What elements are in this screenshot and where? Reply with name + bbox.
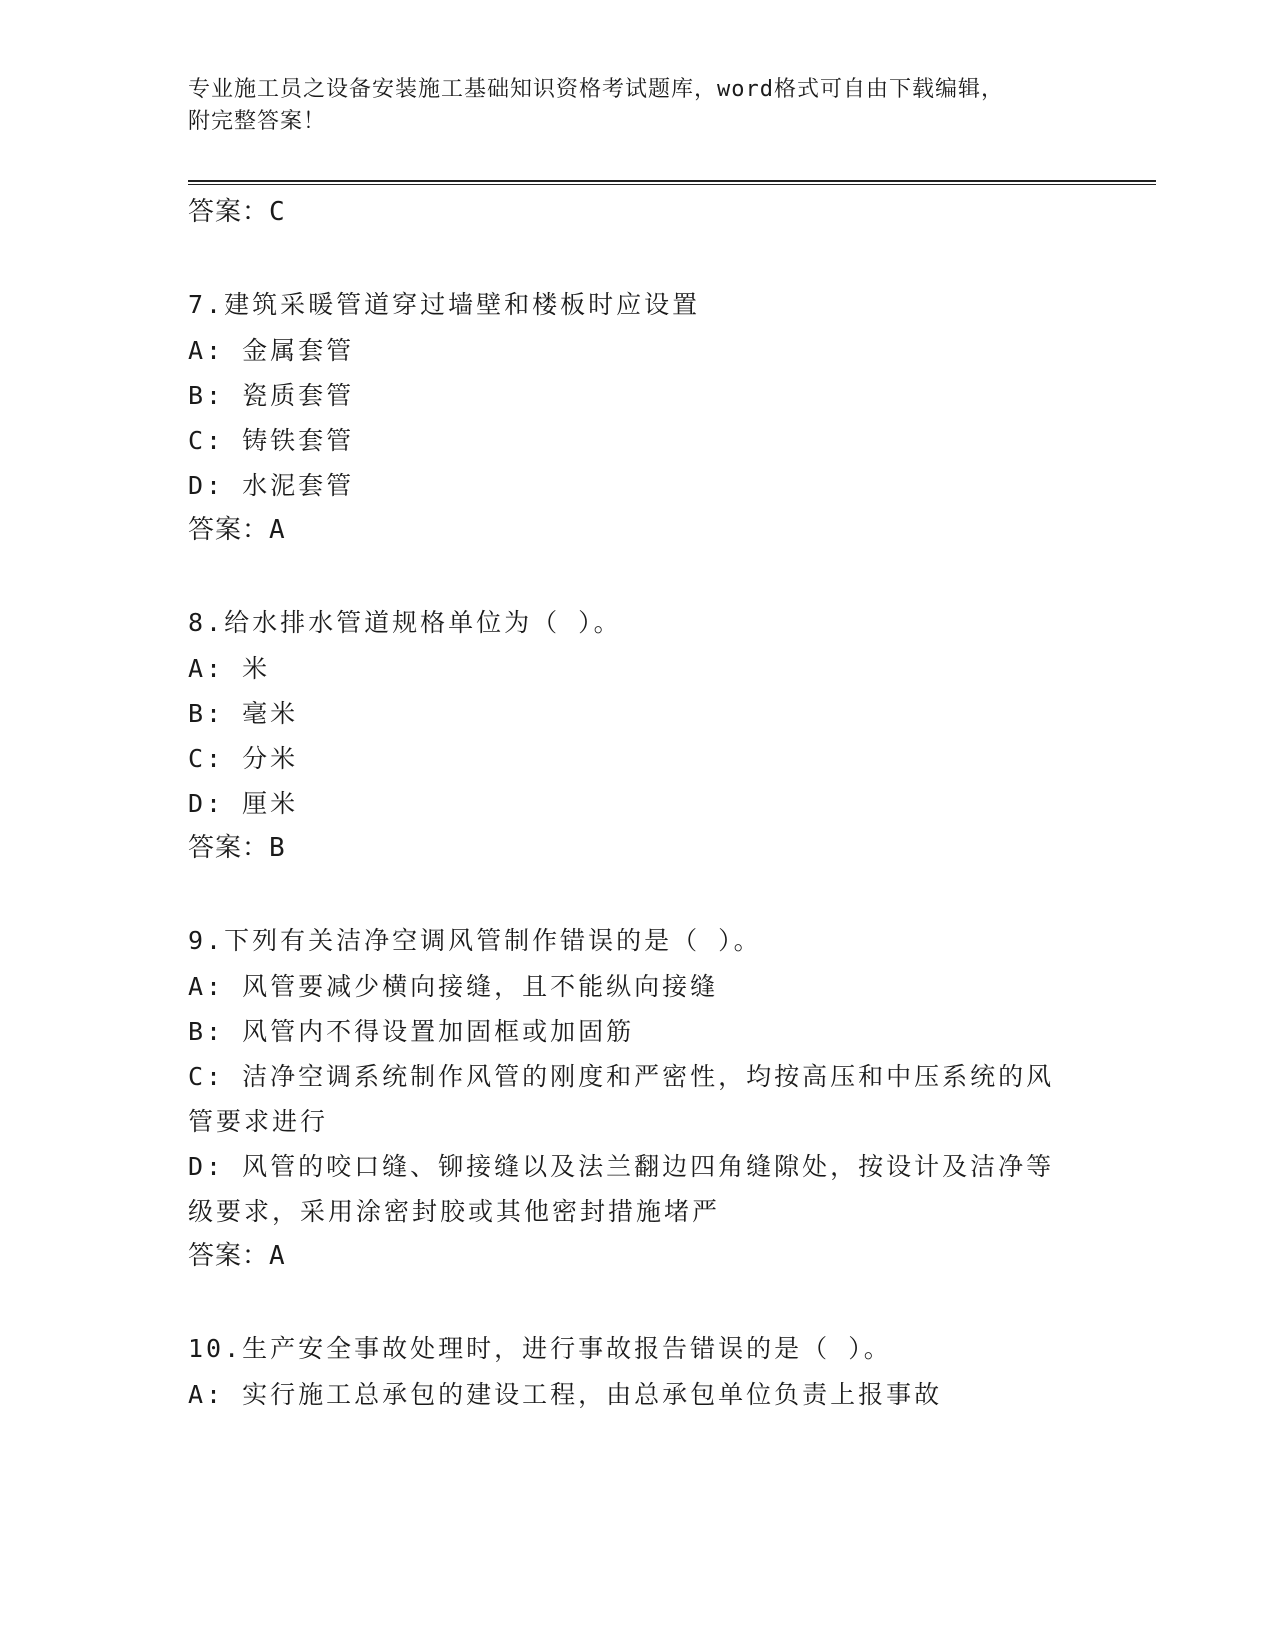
option-d: D: 水泥套管 bbox=[188, 471, 355, 500]
spacer bbox=[188, 870, 1078, 918]
option-b: B: 毫米 bbox=[188, 699, 299, 728]
option-d: D: 风管的咬口缝、铆接缝以及法兰翻边四角缝隙处，按设计及洁净等级要求，采用涂密封胶或其他密封措施堵严 bbox=[188, 1152, 1055, 1226]
question-block bbox=[188, 918, 1078, 1278]
question-block bbox=[188, 1326, 1078, 1417]
option-c: C: 分米 bbox=[188, 744, 299, 773]
option-c: C: 洁净空调系统制作风管的刚度和严密性，均按高压和中压系统的风管要求进行 bbox=[188, 1062, 1055, 1136]
header-rule-thin bbox=[188, 184, 1156, 185]
question-title: 9.下列有关洁净空调风管制作错误的是（ ）。 bbox=[188, 926, 762, 955]
question-block bbox=[188, 600, 1078, 870]
option-b: B: 瓷质套管 bbox=[188, 381, 355, 410]
spacer bbox=[188, 552, 1078, 600]
header-rule-thick bbox=[188, 180, 1156, 182]
answer-line: 答案：A bbox=[188, 1241, 286, 1271]
header-line-2: 附完整答案！ bbox=[188, 109, 327, 134]
header-line-1: 专业施工员之设备安装施工基础知识资格考试题库，word格式可自由下载编辑， bbox=[188, 77, 1004, 102]
question-block bbox=[188, 282, 1078, 552]
question-title: 8.给水排水管道规格单位为（ ）。 bbox=[188, 608, 622, 637]
question-title: 7.建筑采暖管道穿过墙壁和楼板时应设置 bbox=[188, 290, 701, 319]
page-header bbox=[188, 74, 1068, 138]
answer-line: 答案：C bbox=[188, 197, 286, 227]
spacer bbox=[188, 234, 1078, 282]
option-d: D: 厘米 bbox=[188, 789, 299, 818]
answer-line: 答案：A bbox=[188, 515, 286, 545]
option-c: C: 铸铁套管 bbox=[188, 426, 355, 455]
option-a: A: 米 bbox=[188, 654, 271, 683]
spacer bbox=[188, 1278, 1078, 1326]
option-a: A: 风管要减少横向接缝，且不能纵向接缝 bbox=[188, 972, 719, 1001]
question-list bbox=[188, 190, 1078, 1417]
option-a: A: 实行施工总承包的建设工程，由总承包单位负责上报事故 bbox=[188, 1380, 943, 1409]
answer-line: 答案：B bbox=[188, 833, 286, 863]
question-title: 10.生产安全事故处理时，进行事故报告错误的是（ ）。 bbox=[188, 1334, 892, 1363]
option-b: B: 风管内不得设置加固框或加固筋 bbox=[188, 1017, 635, 1046]
option-a: A: 金属套管 bbox=[188, 336, 355, 365]
